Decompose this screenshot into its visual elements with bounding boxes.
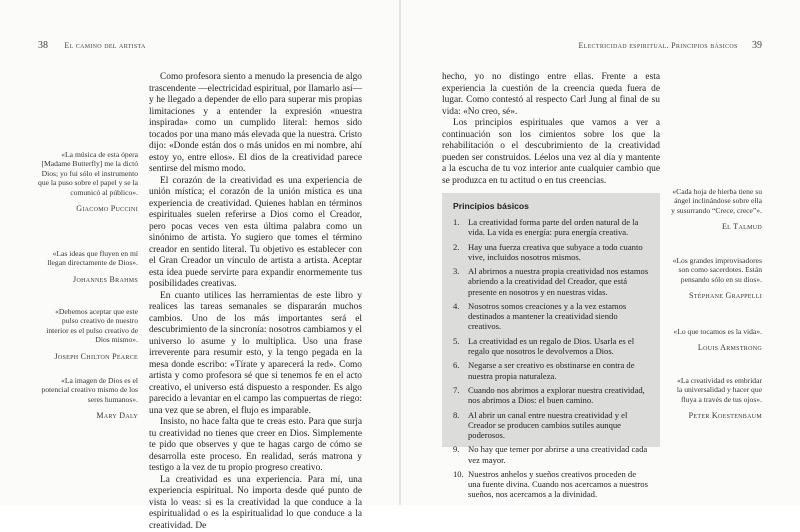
principle-number: 5. [453, 336, 459, 346]
right-running-head: Electricidad espiritual. Principios básicos [578, 41, 737, 50]
principles-list [453, 217, 650, 500]
principle-number: 1. [453, 217, 459, 227]
quote-text: «Debemos aceptar que este pulso creativo de nuestro interior es el pulso creativo de Dios mismo». [38, 307, 138, 345]
quote-author: El Talmud [670, 222, 762, 231]
quote-talmud [670, 187, 762, 232]
principles-title: Principios básicos [453, 201, 650, 211]
body-paragraph: Insisto, no hace falta que te creas esto. Para que surja tu creatividad no tienes que creer en Dios. Simplemente te pido que observes y que te hagas cargo de cómo se desarrolla este proceso. En realidad, serás matrona y testigo a la vez de tu propio progreso creativo. [149, 417, 362, 475]
left-running-head: El camino del artista [64, 41, 145, 50]
right-running-header [578, 40, 762, 51]
quote-pearce [38, 307, 138, 361]
left-body-text [149, 72, 362, 532]
quote-grappelli [670, 256, 762, 301]
quote-koestenbaum [670, 376, 762, 421]
right-page-number: 39 [752, 40, 762, 51]
body-paragraph: El corazón de la creatividad es una experiencia de unión mística; el corazón de la unión mística es una experiencia de creatividad. Quienes hablan en términos espirituales suelen referirse a Dios como el Creador, pero pocas veces ven esta última palabra como un sinónimo de artista. Yo sugiero que tomes el término creador en sentido literal. Tu objetivo es establecer con el Gran Creador un vínculo de artista a artista. Aceptar esta idea puede servirte para expandir enormemente tus posibilidades creativas. [149, 176, 362, 291]
quote-author: Peter Koestenbaum [670, 411, 762, 420]
principle-number: 6. [453, 360, 459, 370]
principle-item [453, 266, 650, 297]
principle-number: 7. [453, 385, 459, 395]
body-paragraph: Los principios espirituales que vamos a ver a continuación son los cimientos sobre los que la rehabilitación o el descubrimiento de la creatividad pueden ser construidos. Léelos una vez al día y mantente a la escucha de tu voz interior ante cualquier cambio que se produzca en tu actitud o en tus creencias. [442, 118, 660, 187]
principle-item [453, 469, 650, 500]
principle-text: No hay que temer por abrirse a una creatividad cada vez mayor. [468, 444, 647, 464]
quote-puccini [38, 150, 138, 213]
right-body-text [442, 72, 660, 187]
principle-number: 10. [453, 469, 464, 479]
quote-author: Stéphane Grappelli [670, 291, 762, 300]
quote-text: «Lo que tocamos es la vida». [670, 327, 762, 336]
quote-daly [38, 376, 138, 421]
principles-box [442, 193, 660, 447]
principle-text: Hay una fuerza creativa que subyace a todo cuanto vive, incluidos nosotros mismos. [468, 242, 643, 262]
quote-brahms [38, 249, 138, 284]
principle-number: 4. [453, 301, 459, 311]
principle-text: Al abrirnos a nuestra propia creatividad nos estamos abriendo a la creatividad del Creador, que está presente en nosotros y en nuestras vidas. [468, 266, 648, 296]
principle-item [453, 360, 650, 380]
principle-text: Negarse a ser creativo es obstinarse en contra de nuestra propia naturaleza. [468, 360, 635, 380]
principle-item [453, 385, 650, 405]
principle-text: La creatividad forma parte del orden natural de la vida. La vida es energía: pura energía creativa. [468, 217, 638, 237]
principle-item [453, 242, 650, 262]
principle-number: 2. [453, 242, 459, 252]
body-paragraph: Como profesora siento a menudo la presencia de algo trascendente —electricidad espiritual, por llamarlo así— y he llegado a depender de ello para superar mis propias limitaciones y a entender la expresión «nuestra inspirada» como un cumplido literal: hemos sido tocados por una mano más elevada que la nuestra. Cristo dijo: «Donde están dos o más unidos en mi nombre, ahí estoy yo, entre ellos». El dios de la creatividad parece sentirse del mismo modo. [149, 72, 362, 176]
principle-number: 3. [453, 266, 459, 276]
principle-text: La creatividad es un regalo de Dios. Usarla es el regalo que nosotros le devolvemos a Dios. [468, 336, 634, 356]
quote-author: Joseph Chilton Pearce [38, 352, 138, 361]
quote-author: Louis Armstrong [670, 343, 762, 352]
quote-text: «Cada hoja de hierba tiene su ángel inclinándose sobre ella y susurrando “Crece, crece”». [670, 187, 762, 215]
left-running-header [38, 40, 146, 51]
quote-text: «La imagen de Dios es el potencial creativo mismo de los seres humanos». [38, 376, 138, 404]
body-paragraph: En cuanto utilices las herramientas de este libro y realices las tareas semanales se dispararán muchos cambios. Uno de los más importantes será el descubrimiento de la sincronía: nosotros cambiamos y el universo lo asume y lo multiplica. Uso una frase irreverente para resumir esto, y la tengo pegada en la mesa donde escribo: «Tírate y aparecerá la red». Como artista y como profesora sé que si tenemos fe en el acto creativo, el universo está dispuesto a responder. Es algo parecido a levantar en el campo las compuertas de riego: una vez que se abren, el flujo es imparable. [149, 291, 362, 418]
quote-author: Mary Daly [38, 411, 138, 420]
quote-text: «La música de esta ópera [Madame Butterfly] me la dictó Dios; yo fui sólo el instrumento que la puso sobre el papel y se la comunicó al público». [38, 150, 138, 197]
principle-text: Al abrir un canal entre nuestra creatividad y el Creador se producen cambios sutiles aunque poderosos. [468, 410, 627, 440]
quote-armstrong [670, 327, 762, 353]
principle-number: 8. [453, 410, 459, 420]
quote-text: «Los grandes improvisadores son como sacerdotes. Están pensando sólo en su dios». [670, 256, 762, 284]
left-page [0, 0, 399, 505]
principle-text: Cuando nos abrimos a explorar nuestra creatividad, nos abrimos a Dios: el buen camino. [468, 385, 645, 405]
quote-author: Giacomo Puccini [38, 204, 138, 213]
principle-item [453, 217, 650, 237]
quote-text: «Las ideas que fluyen en mí llegan directamente de Dios». [38, 249, 138, 268]
principle-item [453, 336, 650, 356]
principle-text: Nuestros anhelos y sueños creativos proceden de una fuente divina. Cuando nos acercamos a nuestros sueños, nos acercamos a la divinidad. [468, 469, 648, 499]
quote-author: Johannes Brahms [38, 275, 138, 284]
principle-item [453, 444, 650, 464]
left-page-number: 38 [38, 40, 48, 51]
principle-item [453, 301, 650, 332]
principle-text: Nosotros somos creaciones y a la vez estamos destinados a mantener la creatividad siendo creativos. [468, 301, 626, 331]
principle-item [453, 410, 650, 441]
principle-number: 9. [453, 444, 459, 454]
quote-text: «La creatividad es embridar la universalidad y hacer que fluya a través de tus ojos». [670, 376, 762, 404]
body-paragraph: hecho, yo no distingo entre ellas. Frente a esta experiencia la cuestión de la creencia queda fuera de lugar. Como contestó al respecto Carl Jung al final de su vida: «No creo, sé». [442, 72, 660, 118]
body-paragraph: La creatividad es una experiencia. Para mí, una experiencia espiritual. No importa desde qué punto de vista lo veas: si es la creatividad la que conduce a la espiritualidad o es la espiritualidad lo que conduce a la creatividad. De [149, 475, 362, 532]
